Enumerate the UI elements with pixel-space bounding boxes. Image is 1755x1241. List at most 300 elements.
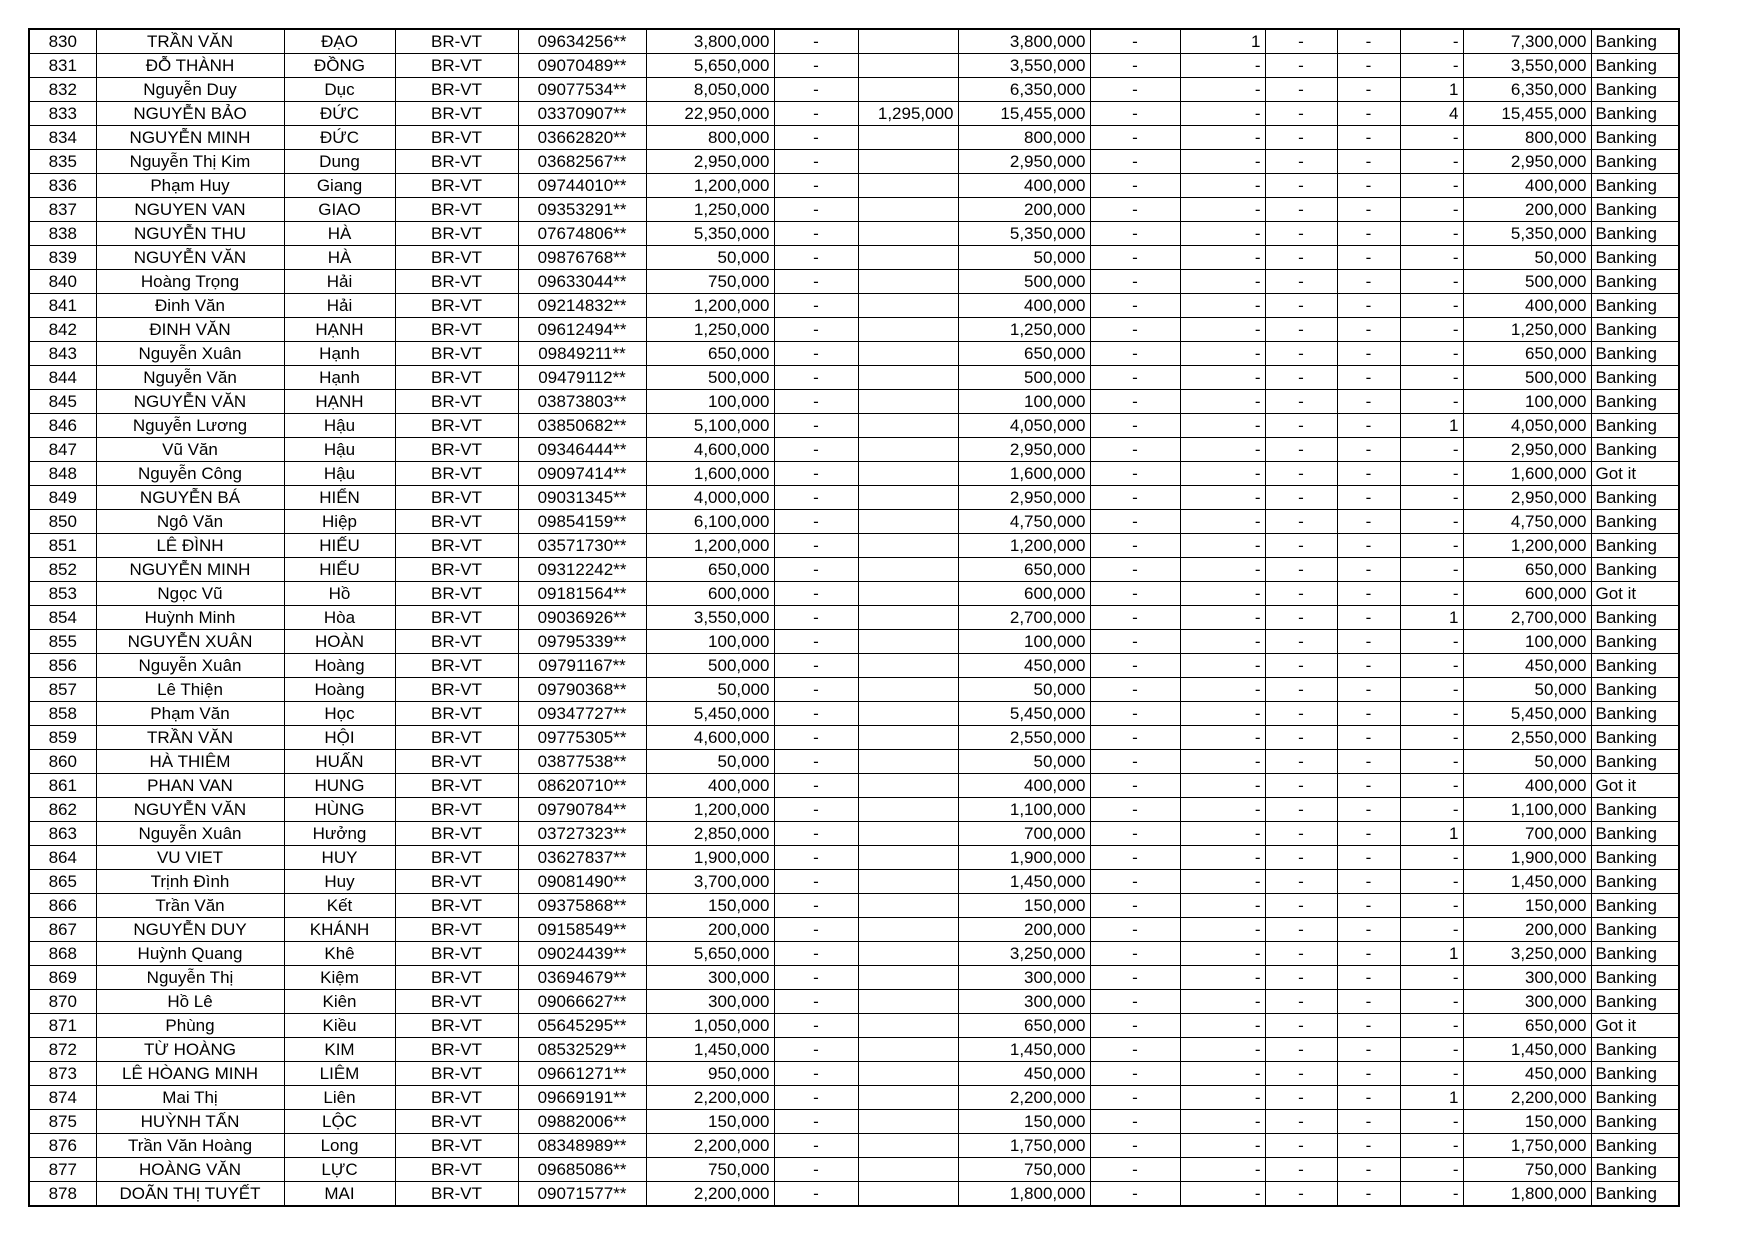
- cell-col-12: -: [1265, 990, 1337, 1014]
- table-row: [29, 942, 1679, 966]
- cell-col-11: -: [1180, 390, 1265, 414]
- cell-col-10: -: [1090, 1182, 1180, 1207]
- cell-col-12: -: [1265, 1086, 1337, 1110]
- cell-amount-1: 1,050,000: [646, 1014, 774, 1038]
- cell-col-7: -: [774, 294, 858, 318]
- cell-col-8: [858, 54, 958, 78]
- cell-method: Banking: [1591, 222, 1679, 246]
- cell-col-14: -: [1400, 510, 1463, 534]
- cell-col-8: [858, 870, 958, 894]
- cell-first-name: Hoàng: [284, 654, 395, 678]
- cell-col-14: 4: [1400, 102, 1463, 126]
- cell-col-10: -: [1090, 654, 1180, 678]
- table-row: [29, 1134, 1679, 1158]
- cell-province: BR-VT: [395, 222, 518, 246]
- table-row: [29, 366, 1679, 390]
- cell-col-8: [858, 534, 958, 558]
- cell-col-8: [858, 270, 958, 294]
- cell-province: BR-VT: [395, 774, 518, 798]
- cell-col-10: -: [1090, 1038, 1180, 1062]
- cell-col-7: -: [774, 1062, 858, 1086]
- cell-method: Banking: [1591, 510, 1679, 534]
- cell-col-11: -: [1180, 582, 1265, 606]
- cell-col-11: -: [1180, 918, 1265, 942]
- cell-col-11: -: [1180, 966, 1265, 990]
- cell-first-name: Dục: [284, 78, 395, 102]
- cell-method: Banking: [1591, 822, 1679, 846]
- cell-col-7: -: [774, 318, 858, 342]
- cell-amount-3: 2,950,000: [1463, 150, 1591, 174]
- cell-phone: 08532529**: [518, 1038, 646, 1062]
- cell-method: Banking: [1591, 750, 1679, 774]
- table-row: [29, 342, 1679, 366]
- cell-col-14: -: [1400, 966, 1463, 990]
- cell-amount-3: 1,450,000: [1463, 1038, 1591, 1062]
- cell-row-number: 848: [29, 462, 96, 486]
- cell-amount-3: 500,000: [1463, 366, 1591, 390]
- cell-col-11: -: [1180, 750, 1265, 774]
- cell-method: Banking: [1591, 54, 1679, 78]
- cell-method: Banking: [1591, 918, 1679, 942]
- cell-col-8: 1,295,000: [858, 102, 958, 126]
- table-row: [29, 558, 1679, 582]
- cell-amount-1: 1,600,000: [646, 462, 774, 486]
- cell-col-10: -: [1090, 438, 1180, 462]
- cell-row-number: 871: [29, 1014, 96, 1038]
- cell-col-14: 1: [1400, 822, 1463, 846]
- cell-last-name: ĐINH VĂN: [96, 318, 284, 342]
- cell-first-name: Hậu: [284, 438, 395, 462]
- cell-row-number: 835: [29, 150, 96, 174]
- cell-amount-3: 4,750,000: [1463, 510, 1591, 534]
- cell-first-name: HUẤN: [284, 750, 395, 774]
- cell-first-name: KHÁNH: [284, 918, 395, 942]
- cell-row-number: 877: [29, 1158, 96, 1182]
- cell-amount-3: 1,200,000: [1463, 534, 1591, 558]
- cell-col-11: -: [1180, 462, 1265, 486]
- cell-amount-2: 1,450,000: [958, 870, 1090, 894]
- cell-phone: 03694679**: [518, 966, 646, 990]
- cell-amount-3: 5,350,000: [1463, 222, 1591, 246]
- cell-phone: 03850682**: [518, 414, 646, 438]
- cell-col-7: -: [774, 150, 858, 174]
- cell-col-13: -: [1337, 534, 1400, 558]
- cell-col-13: -: [1337, 438, 1400, 462]
- cell-province: BR-VT: [395, 1110, 518, 1134]
- cell-method: Banking: [1591, 870, 1679, 894]
- cell-phone: 09849211**: [518, 342, 646, 366]
- cell-col-14: -: [1400, 54, 1463, 78]
- cell-phone: 09795339**: [518, 630, 646, 654]
- cell-col-13: -: [1337, 510, 1400, 534]
- cell-col-11: -: [1180, 558, 1265, 582]
- cell-amount-3: 450,000: [1463, 1062, 1591, 1086]
- cell-last-name: NGUYỄN MINH: [96, 558, 284, 582]
- table-row: [29, 270, 1679, 294]
- cell-col-10: -: [1090, 486, 1180, 510]
- cell-col-8: [858, 822, 958, 846]
- cell-col-12: -: [1265, 558, 1337, 582]
- cell-row-number: 869: [29, 966, 96, 990]
- cell-phone: 09685086**: [518, 1158, 646, 1182]
- cell-amount-3: 2,950,000: [1463, 486, 1591, 510]
- cell-col-14: -: [1400, 1110, 1463, 1134]
- cell-col-10: -: [1090, 534, 1180, 558]
- cell-method: Banking: [1591, 1158, 1679, 1182]
- cell-col-14: -: [1400, 726, 1463, 750]
- cell-last-name: HUỲNH TẤN: [96, 1110, 284, 1134]
- table-row: [29, 678, 1679, 702]
- cell-col-13: -: [1337, 1158, 1400, 1182]
- cell-col-8: [858, 294, 958, 318]
- cell-amount-1: 4,600,000: [646, 438, 774, 462]
- cell-col-8: [858, 510, 958, 534]
- cell-method: Banking: [1591, 366, 1679, 390]
- cell-phone: 09790368**: [518, 678, 646, 702]
- table-row: [29, 486, 1679, 510]
- cell-col-11: -: [1180, 54, 1265, 78]
- cell-first-name: HIẾU: [284, 558, 395, 582]
- cell-col-7: -: [774, 918, 858, 942]
- cell-province: BR-VT: [395, 1086, 518, 1110]
- cell-amount-2: 2,200,000: [958, 1086, 1090, 1110]
- cell-phone: 09312242**: [518, 558, 646, 582]
- cell-col-8: [858, 750, 958, 774]
- cell-col-8: [858, 894, 958, 918]
- cell-phone: 09790784**: [518, 798, 646, 822]
- cell-col-10: -: [1090, 942, 1180, 966]
- cell-col-7: -: [774, 510, 858, 534]
- cell-amount-3: 200,000: [1463, 198, 1591, 222]
- cell-amount-2: 450,000: [958, 654, 1090, 678]
- cell-amount-2: 200,000: [958, 198, 1090, 222]
- cell-col-11: -: [1180, 1110, 1265, 1134]
- cell-row-number: 874: [29, 1086, 96, 1110]
- cell-row-number: 836: [29, 174, 96, 198]
- cell-last-name: Mai Thị: [96, 1086, 284, 1110]
- cell-col-7: -: [774, 870, 858, 894]
- cell-province: BR-VT: [395, 1062, 518, 1086]
- cell-amount-3: 400,000: [1463, 294, 1591, 318]
- cell-amount-1: 300,000: [646, 990, 774, 1014]
- cell-amount-3: 100,000: [1463, 390, 1591, 414]
- cell-amount-2: 450,000: [958, 1062, 1090, 1086]
- cell-amount-1: 1,200,000: [646, 534, 774, 558]
- cell-province: BR-VT: [395, 198, 518, 222]
- cell-row-number: 842: [29, 318, 96, 342]
- cell-col-11: -: [1180, 150, 1265, 174]
- cell-phone: 09158549**: [518, 918, 646, 942]
- cell-amount-3: 4,050,000: [1463, 414, 1591, 438]
- cell-amount-3: 800,000: [1463, 126, 1591, 150]
- cell-amount-2: 750,000: [958, 1158, 1090, 1182]
- cell-col-7: -: [774, 54, 858, 78]
- cell-col-13: -: [1337, 318, 1400, 342]
- cell-col-8: [858, 558, 958, 582]
- cell-phone: 05645295**: [518, 1014, 646, 1038]
- cell-amount-3: 650,000: [1463, 558, 1591, 582]
- cell-row-number: 830: [29, 29, 96, 54]
- cell-col-13: -: [1337, 918, 1400, 942]
- cell-phone: 09024439**: [518, 942, 646, 966]
- cell-amount-1: 1,450,000: [646, 1038, 774, 1062]
- cell-last-name: PHAN VAN: [96, 774, 284, 798]
- cell-col-14: -: [1400, 894, 1463, 918]
- cell-row-number: 837: [29, 198, 96, 222]
- cell-last-name: Trịnh Đình: [96, 870, 284, 894]
- cell-first-name: ĐỒNG: [284, 54, 395, 78]
- cell-row-number: 868: [29, 942, 96, 966]
- table-row: [29, 774, 1679, 798]
- cell-col-14: -: [1400, 29, 1463, 54]
- table-row: [29, 990, 1679, 1014]
- cell-col-7: -: [774, 726, 858, 750]
- cell-first-name: Kết: [284, 894, 395, 918]
- table-row: [29, 318, 1679, 342]
- cell-amount-2: 3,800,000: [958, 29, 1090, 54]
- cell-phone: 09031345**: [518, 486, 646, 510]
- cell-col-8: [858, 702, 958, 726]
- cell-col-7: -: [774, 1014, 858, 1038]
- cell-col-7: -: [774, 846, 858, 870]
- cell-col-12: -: [1265, 54, 1337, 78]
- cell-row-number: 851: [29, 534, 96, 558]
- cell-method: Banking: [1591, 294, 1679, 318]
- cell-amount-2: 5,450,000: [958, 702, 1090, 726]
- cell-col-10: -: [1090, 798, 1180, 822]
- cell-col-11: -: [1180, 1014, 1265, 1038]
- cell-col-8: [858, 1014, 958, 1038]
- cell-amount-2: 1,800,000: [958, 1182, 1090, 1207]
- cell-col-13: -: [1337, 1182, 1400, 1207]
- cell-last-name: Vũ Văn: [96, 438, 284, 462]
- cell-last-name: Huỳnh Quang: [96, 942, 284, 966]
- cell-province: BR-VT: [395, 918, 518, 942]
- cell-col-13: -: [1337, 102, 1400, 126]
- cell-col-14: -: [1400, 1062, 1463, 1086]
- cell-last-name: Đinh Văn: [96, 294, 284, 318]
- cell-col-10: -: [1090, 414, 1180, 438]
- cell-col-10: -: [1090, 774, 1180, 798]
- cell-province: BR-VT: [395, 294, 518, 318]
- cell-col-13: -: [1337, 246, 1400, 270]
- cell-col-11: -: [1180, 942, 1265, 966]
- cell-amount-3: 50,000: [1463, 246, 1591, 270]
- cell-col-13: -: [1337, 630, 1400, 654]
- cell-amount-1: 800,000: [646, 126, 774, 150]
- cell-province: BR-VT: [395, 1038, 518, 1062]
- cell-col-8: [858, 798, 958, 822]
- cell-first-name: HỘI: [284, 726, 395, 750]
- cell-row-number: 834: [29, 126, 96, 150]
- cell-first-name: HUNG: [284, 774, 395, 798]
- cell-amount-1: 1,250,000: [646, 318, 774, 342]
- cell-col-10: -: [1090, 198, 1180, 222]
- cell-col-12: -: [1265, 222, 1337, 246]
- cell-col-11: -: [1180, 894, 1265, 918]
- cell-col-12: -: [1265, 894, 1337, 918]
- cell-last-name: HÀ THIÊM: [96, 750, 284, 774]
- cell-province: BR-VT: [395, 606, 518, 630]
- cell-col-13: -: [1337, 822, 1400, 846]
- cell-col-14: -: [1400, 126, 1463, 150]
- cell-col-7: -: [774, 486, 858, 510]
- table-row: [29, 150, 1679, 174]
- cell-row-number: 875: [29, 1110, 96, 1134]
- cell-row-number: 843: [29, 342, 96, 366]
- cell-col-14: 1: [1400, 942, 1463, 966]
- cell-row-number: 852: [29, 558, 96, 582]
- cell-last-name: DOÃN THỊ TUYẾT: [96, 1182, 284, 1207]
- cell-col-10: -: [1090, 294, 1180, 318]
- cell-col-14: -: [1400, 558, 1463, 582]
- cell-col-8: [858, 774, 958, 798]
- cell-method: Banking: [1591, 198, 1679, 222]
- cell-col-11: -: [1180, 870, 1265, 894]
- cell-col-14: -: [1400, 990, 1463, 1014]
- table-row: [29, 29, 1679, 54]
- cell-col-8: [858, 318, 958, 342]
- cell-col-12: -: [1265, 150, 1337, 174]
- cell-col-13: -: [1337, 678, 1400, 702]
- cell-first-name: LỘC: [284, 1110, 395, 1134]
- cell-col-11: -: [1180, 606, 1265, 630]
- cell-method: Banking: [1591, 534, 1679, 558]
- table-row: [29, 1182, 1679, 1207]
- cell-row-number: 859: [29, 726, 96, 750]
- cell-row-number: 854: [29, 606, 96, 630]
- cell-amount-1: 1,200,000: [646, 798, 774, 822]
- cell-amount-2: 6,350,000: [958, 78, 1090, 102]
- cell-last-name: Nguyễn Công: [96, 462, 284, 486]
- cell-col-10: -: [1090, 222, 1180, 246]
- cell-amount-2: 650,000: [958, 1014, 1090, 1038]
- cell-col-12: -: [1265, 1158, 1337, 1182]
- cell-amount-2: 1,900,000: [958, 846, 1090, 870]
- table-row: [29, 1062, 1679, 1086]
- cell-method: Banking: [1591, 846, 1679, 870]
- cell-col-14: -: [1400, 798, 1463, 822]
- cell-col-10: -: [1090, 846, 1180, 870]
- cell-col-7: -: [774, 702, 858, 726]
- cell-col-11: -: [1180, 1134, 1265, 1158]
- cell-amount-2: 5,350,000: [958, 222, 1090, 246]
- cell-last-name: Ngô Văn: [96, 510, 284, 534]
- cell-first-name: Hiệp: [284, 510, 395, 534]
- cell-col-8: [858, 486, 958, 510]
- cell-first-name: GIAO: [284, 198, 395, 222]
- cell-row-number: 863: [29, 822, 96, 846]
- cell-col-11: -: [1180, 1086, 1265, 1110]
- cell-col-13: -: [1337, 342, 1400, 366]
- cell-col-14: 1: [1400, 1086, 1463, 1110]
- cell-col-7: -: [774, 462, 858, 486]
- cell-province: BR-VT: [395, 150, 518, 174]
- cell-row-number: 870: [29, 990, 96, 1014]
- cell-phone: 09876768**: [518, 246, 646, 270]
- cell-col-12: -: [1265, 726, 1337, 750]
- cell-row-number: 864: [29, 846, 96, 870]
- cell-amount-1: 950,000: [646, 1062, 774, 1086]
- cell-row-number: 860: [29, 750, 96, 774]
- cell-col-10: -: [1090, 1014, 1180, 1038]
- cell-col-8: [858, 366, 958, 390]
- cell-col-13: -: [1337, 29, 1400, 54]
- cell-col-7: -: [774, 78, 858, 102]
- cell-col-14: -: [1400, 246, 1463, 270]
- cell-col-8: [858, 1134, 958, 1158]
- cell-last-name: Nguyễn Xuân: [96, 822, 284, 846]
- cell-col-10: -: [1090, 54, 1180, 78]
- cell-col-10: -: [1090, 630, 1180, 654]
- cell-col-7: -: [774, 29, 858, 54]
- cell-col-10: -: [1090, 102, 1180, 126]
- cell-last-name: Hoàng Trọng: [96, 270, 284, 294]
- cell-col-12: -: [1265, 102, 1337, 126]
- cell-amount-1: 4,000,000: [646, 486, 774, 510]
- cell-col-12: -: [1265, 870, 1337, 894]
- cell-col-12: -: [1265, 438, 1337, 462]
- cell-col-8: [858, 990, 958, 1014]
- cell-amount-3: 1,250,000: [1463, 318, 1591, 342]
- cell-last-name: Trần Văn: [96, 894, 284, 918]
- cell-col-14: -: [1400, 222, 1463, 246]
- cell-col-7: -: [774, 1110, 858, 1134]
- cell-province: BR-VT: [395, 318, 518, 342]
- table-row: [29, 510, 1679, 534]
- cell-col-8: [858, 582, 958, 606]
- cell-last-name: NGUYỄN THU: [96, 222, 284, 246]
- cell-col-8: [858, 198, 958, 222]
- cell-col-8: [858, 942, 958, 966]
- cell-amount-3: 450,000: [1463, 654, 1591, 678]
- cell-phone: 09633044**: [518, 270, 646, 294]
- cell-last-name: Nguyễn Thị: [96, 966, 284, 990]
- cell-phone: 09077534**: [518, 78, 646, 102]
- cell-col-12: -: [1265, 246, 1337, 270]
- table-row: [29, 174, 1679, 198]
- cell-col-12: -: [1265, 678, 1337, 702]
- cell-col-12: -: [1265, 942, 1337, 966]
- cell-phone: 03370907**: [518, 102, 646, 126]
- cell-col-14: -: [1400, 846, 1463, 870]
- cell-col-10: -: [1090, 678, 1180, 702]
- cell-col-7: -: [774, 798, 858, 822]
- cell-col-13: -: [1337, 990, 1400, 1014]
- cell-amount-1: 2,950,000: [646, 150, 774, 174]
- cell-col-8: [858, 126, 958, 150]
- table-row: [29, 1014, 1679, 1038]
- cell-last-name: LÊ ĐÌNH: [96, 534, 284, 558]
- cell-method: Banking: [1591, 1038, 1679, 1062]
- cell-amount-3: 50,000: [1463, 750, 1591, 774]
- cell-col-7: -: [774, 966, 858, 990]
- cell-province: BR-VT: [395, 894, 518, 918]
- cell-col-13: -: [1337, 1086, 1400, 1110]
- cell-province: BR-VT: [395, 390, 518, 414]
- cell-amount-2: 150,000: [958, 1110, 1090, 1134]
- cell-amount-2: 400,000: [958, 174, 1090, 198]
- cell-last-name: Nguyễn Xuân: [96, 342, 284, 366]
- cell-province: BR-VT: [395, 1134, 518, 1158]
- cell-first-name: KIM: [284, 1038, 395, 1062]
- cell-col-8: [858, 966, 958, 990]
- cell-amount-1: 100,000: [646, 630, 774, 654]
- cell-first-name: Hòa: [284, 606, 395, 630]
- cell-amount-2: 4,750,000: [958, 510, 1090, 534]
- cell-row-number: 849: [29, 486, 96, 510]
- cell-amount-1: 3,700,000: [646, 870, 774, 894]
